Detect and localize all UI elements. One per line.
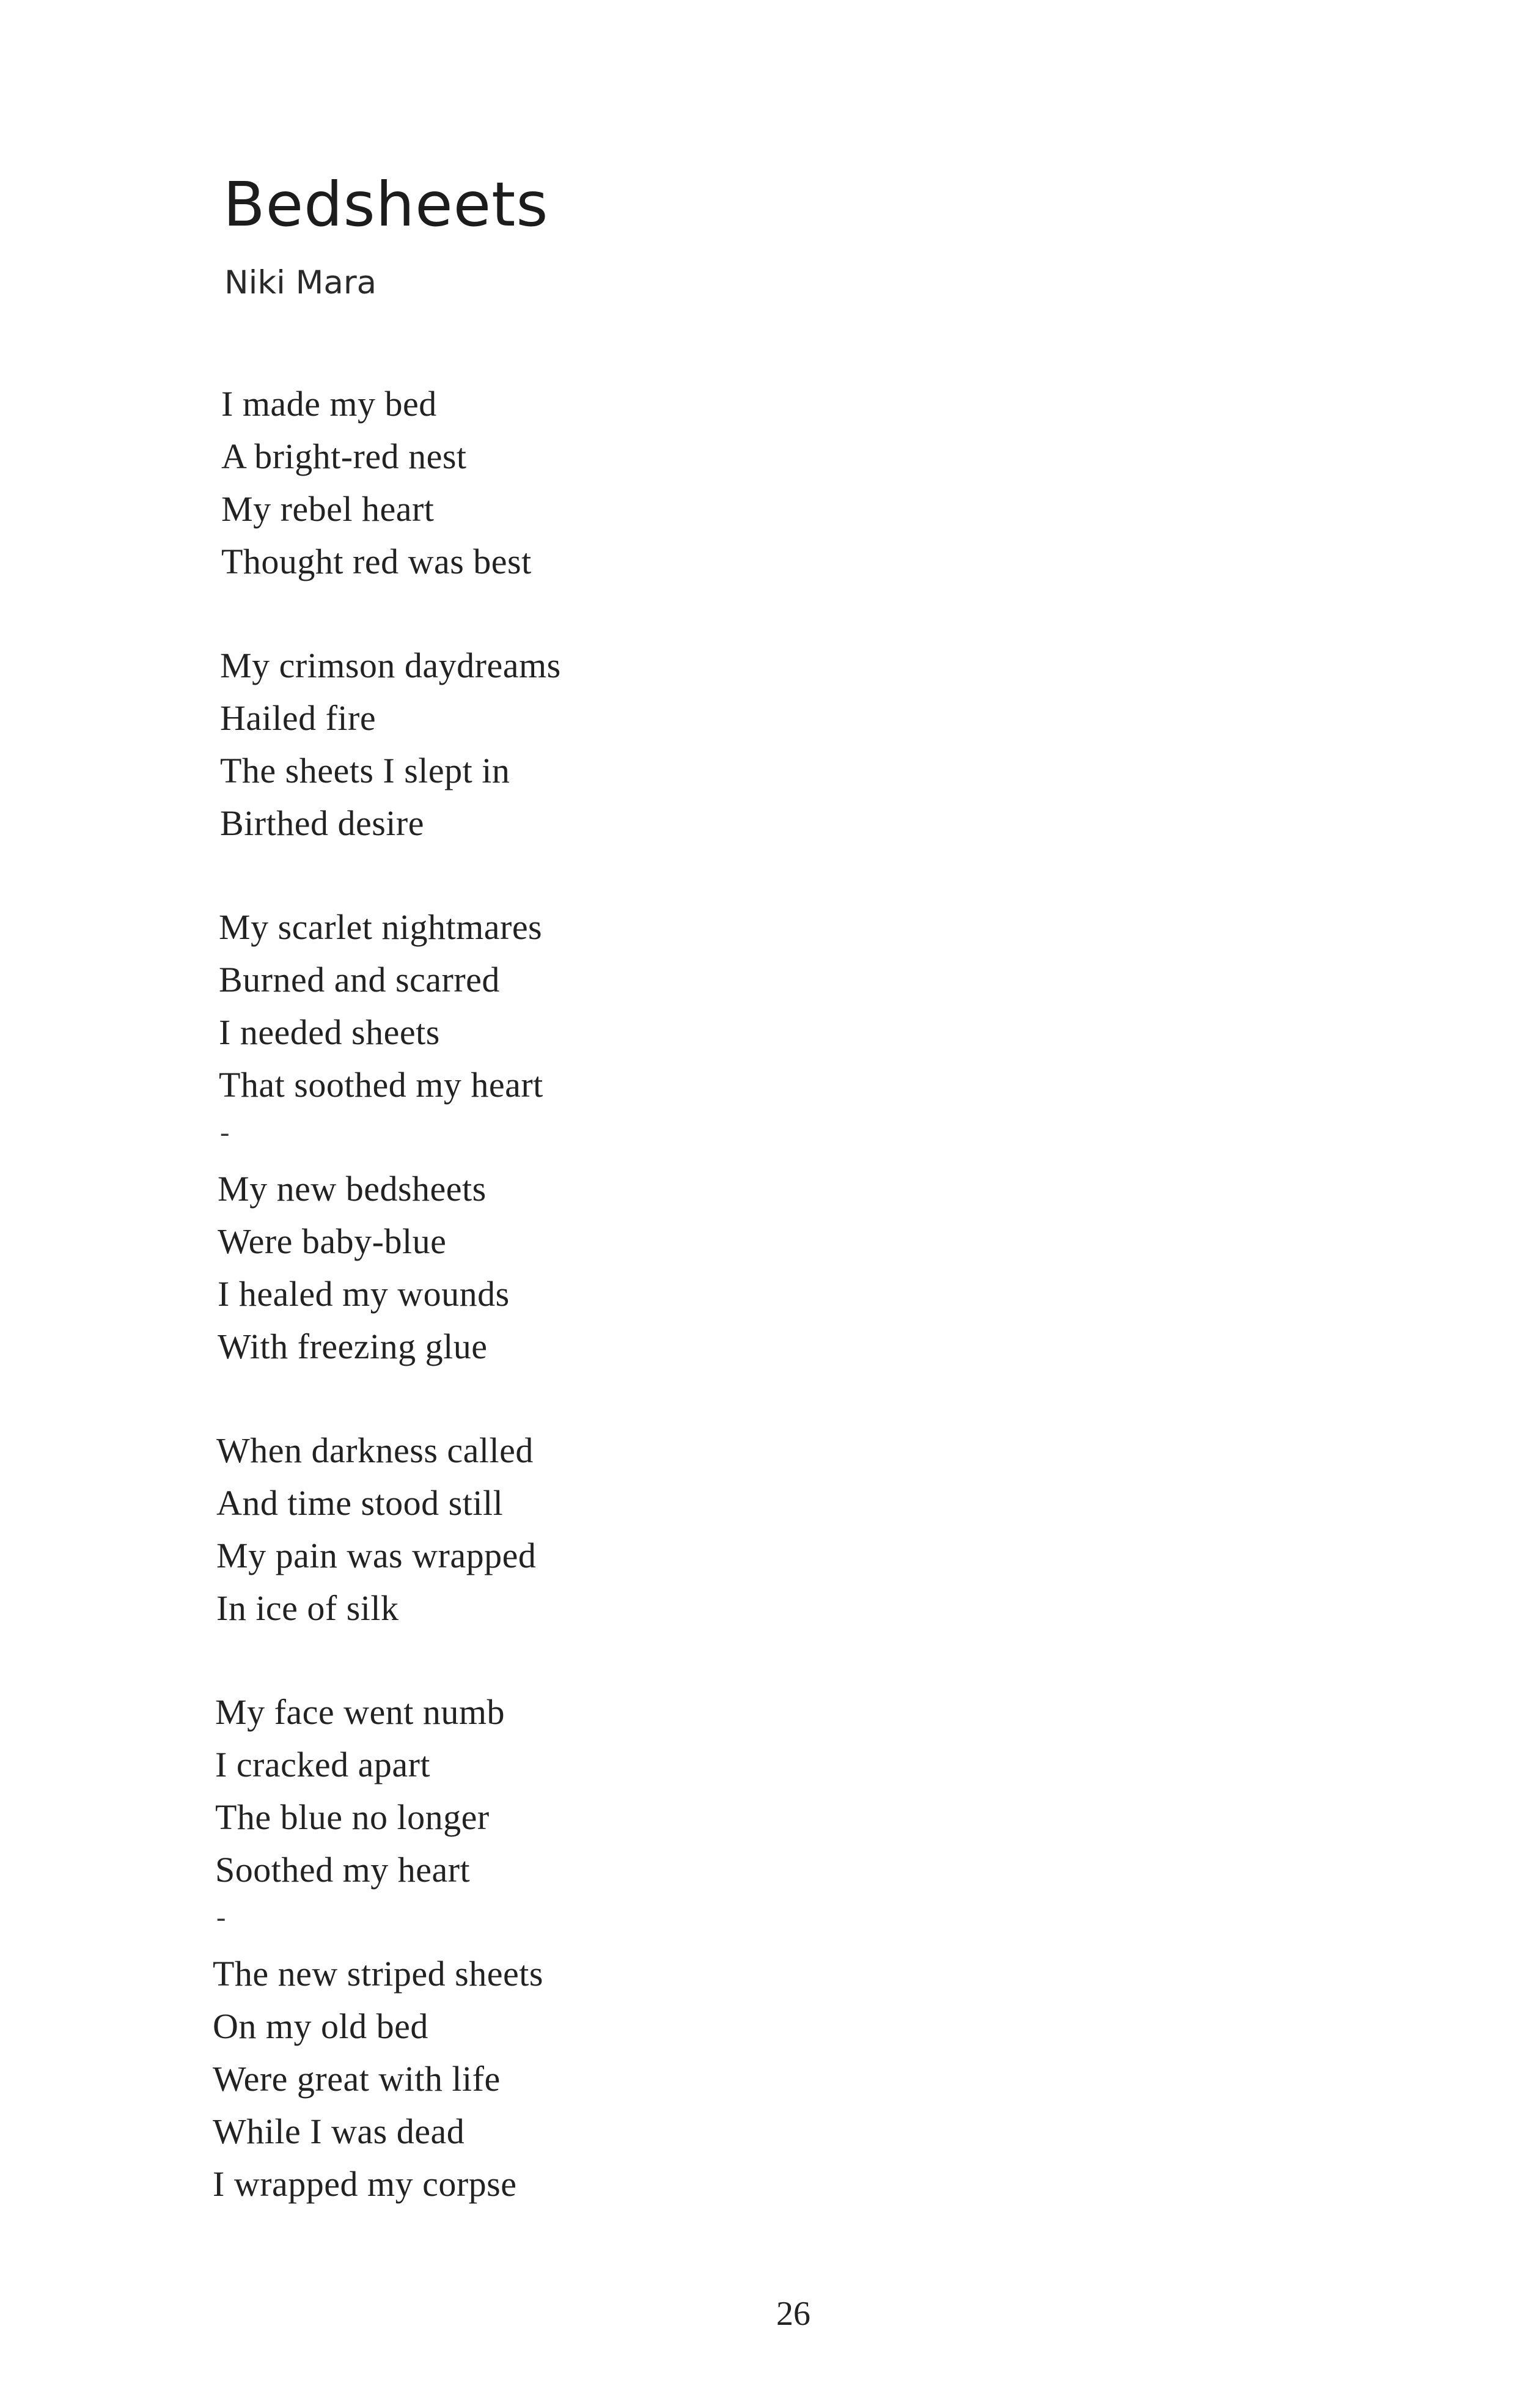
poem-line: My crimson daydreams xyxy=(220,646,561,685)
poem-line: A bright-red nest xyxy=(221,436,467,476)
poem-line: Were great with life xyxy=(213,2059,501,2099)
poem-line: Were baby-blue xyxy=(218,1221,447,1261)
poem-line: I healed my wounds xyxy=(218,1274,510,1314)
section-break: - xyxy=(216,1901,226,1932)
poem-line: The sheets I slept in xyxy=(220,751,510,790)
poem-line: I wrapped my corpse xyxy=(213,2164,517,2204)
poem-line: With freezing glue xyxy=(218,1327,488,1366)
poem-line: I needed sheets xyxy=(219,1012,440,1052)
poem-line: My pain was wrapped xyxy=(216,1536,537,1575)
poem-line: Birthed desire xyxy=(220,803,424,843)
poem-author: Niki Mara xyxy=(224,264,377,301)
poem-line: Hailed fire xyxy=(220,698,376,738)
page-number: 26 xyxy=(776,2295,810,2333)
poem-line: Soothed my heart xyxy=(215,1850,471,1890)
poem-line: On my old bed xyxy=(213,2006,428,2046)
poem-line: I made my bed xyxy=(221,384,437,424)
poem-line: My scarlet nightmares xyxy=(219,907,543,947)
poem-line: I cracked apart xyxy=(215,1745,431,1784)
poem-line: And time stood still xyxy=(216,1483,504,1523)
poem-line: My face went numb xyxy=(215,1692,505,1732)
poem-line: While I was dead xyxy=(213,2112,465,2151)
poem-line: Burned and scarred xyxy=(219,960,500,1000)
poem-line: The new striped sheets xyxy=(213,1954,543,1994)
poem-line: In ice of silk xyxy=(216,1588,399,1628)
poem-line: My new bedsheets xyxy=(218,1169,487,1209)
section-break: - xyxy=(220,1116,230,1147)
poem-line: Thought red was best xyxy=(221,542,532,581)
poem-line: When darkness called xyxy=(216,1430,534,1470)
poem-line: That soothed my heart xyxy=(219,1065,543,1105)
poem-line: The blue no longer xyxy=(215,1797,490,1837)
poem-title: Bedsheets xyxy=(223,169,549,240)
poem-line: My rebel heart xyxy=(221,489,435,529)
